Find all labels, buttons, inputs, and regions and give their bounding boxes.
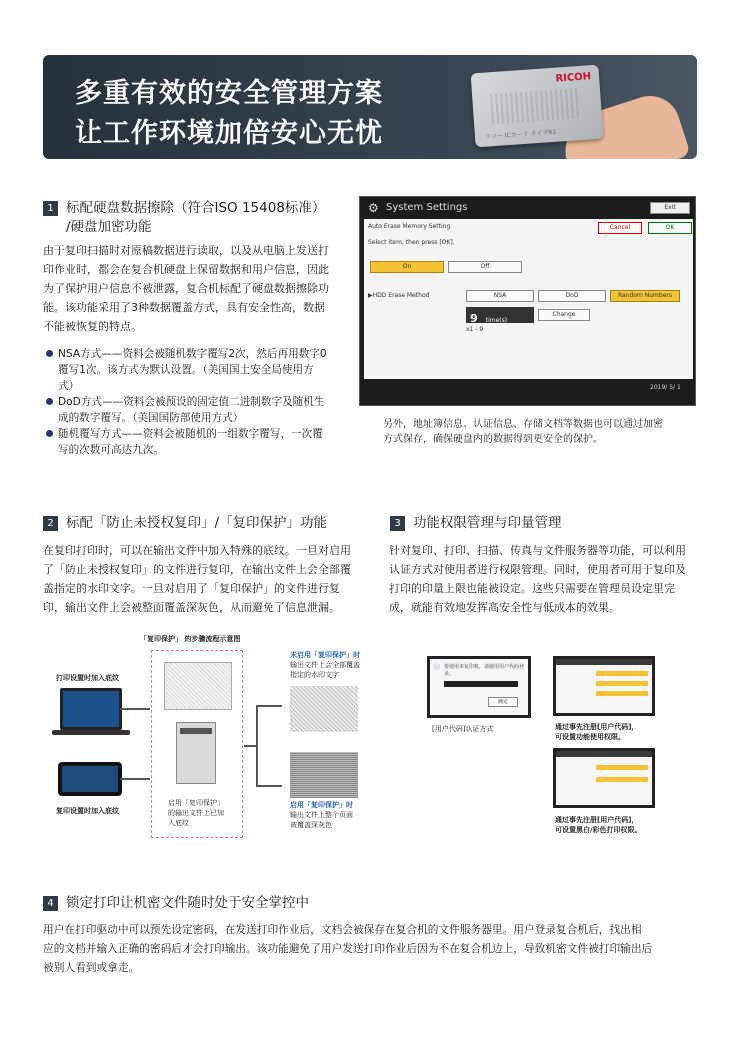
- ok-button[interactable]: OK: [648, 222, 692, 234]
- bullet-nsa: NSA方式——资料会被随机数字覆写2次，然后再用数字0 覆写1次。该方式为默认设置。（美国国土安全局使用方 式）: [58, 346, 353, 394]
- bullet-random: 随机覆写方式——资料会被随机的一组数字覆写，一次覆 写的次数可高达九次。: [58, 426, 353, 458]
- watermark-output-image: [290, 686, 358, 732]
- card-caption: リコー ICカード タイプR1: [484, 128, 557, 141]
- section1-title: 1 标配硬盘数据擦除（符合ISO 15408标准）: [43, 196, 325, 216]
- ic-card-image: [471, 65, 604, 148]
- color-permission-screen: [553, 748, 655, 808]
- nsa-button[interactable]: NSA: [466, 290, 534, 302]
- section1-paragraph: 由于复印扫描时对原稿数据进行读取，以及从电脑上发送打 印作业时，都会在复合机硬盘上保留数据和用户信息，因此 为了保护用户信息不被泄露，复合机标配了硬盘数据擦除功 能。该功能采用了3种数据覆盖方式，具有安全性高，数据 不能被恢复的特点。: [43, 244, 329, 333]
- info-icon: ⓘ: [434, 664, 441, 671]
- bullet-dod: DoD方式——资料会被预设的固定值二进制数字及随机生 成的数字覆写。（美国国防部使用方式）: [58, 394, 353, 426]
- bullet-list: [58, 346, 353, 458]
- dod-button[interactable]: DoD: [538, 290, 606, 302]
- dialog-ok-button[interactable]: 确定: [488, 697, 518, 707]
- random-numbers-button[interactable]: Random Numbers: [610, 290, 680, 302]
- section4-title: 4 锁定打印让机密文件随时处于安全掌控中: [43, 891, 309, 911]
- encryption-note: 另外，地址簿信息、认证信息、存储文档等数据也可以通过加密 方式保存，确保硬盘内的数据得到更安全的保护。: [383, 419, 663, 445]
- system-settings-screenshot: [359, 196, 696, 406]
- select-hint: Select item, then press [OK].: [368, 239, 455, 246]
- header-banner: [43, 55, 697, 159]
- on-button[interactable]: On: [370, 261, 444, 273]
- section3-title: 3 功能权限管理与印量管理: [390, 511, 562, 531]
- auto-erase-label: Auto Erase Memory Setting: [368, 223, 451, 230]
- exit-button[interactable]: Exit: [650, 202, 690, 214]
- function-permission-screen: [553, 656, 655, 716]
- mfp-label: 启用「复印保护」 的输出文件上已加 入底纹: [168, 799, 224, 827]
- date-readout: 2019/ 5/ 1: [650, 384, 681, 391]
- bottom-output-label: 启用「复印保护」时 输出文件上整个页面 被覆盖深灰色: [290, 801, 353, 829]
- change-button[interactable]: Change: [538, 309, 590, 321]
- gray-output-image: [290, 752, 358, 798]
- laptop-image: [60, 688, 122, 730]
- gear-icon: ⚙: [368, 201, 379, 215]
- section2-title: 2 标配「防止未授权复印」/「复印保护」功能: [43, 511, 327, 531]
- card-brand: RICOH: [555, 71, 592, 85]
- off-button[interactable]: Off: [448, 261, 522, 273]
- caption-color-permission: 通过事先注册[用户代码]， 可设置黑白/彩色打印权限。: [555, 816, 642, 834]
- range-label: x1 - 9: [466, 326, 484, 333]
- section4-paragraph: 用户在打印驱动中可以预先设定密码，在发送打印作业后，文档会被保存在复合机的文件服务器里。用户登录复合机后，找出相 应的文档并输入正确的密码后才会打印输出。该功能避免了用户发送打印作业后因为不在复合机边上，导致机密文件被打印输出后 被别人看到或拿走。: [43, 923, 653, 974]
- banner-title-2: 让工作环境加倍安心无忧: [75, 118, 383, 149]
- screen-title: System Settings: [386, 202, 468, 213]
- user-code-dialog: ⓘ 要使用本复印机，请使用用户代码登录。 确定: [427, 656, 531, 718]
- cancel-button[interactable]: Cancel: [598, 222, 642, 234]
- copy-setting-label: 复印设置时加入底纹: [56, 807, 119, 815]
- times-field[interactable]: 9 time(s): [466, 307, 534, 323]
- caption-function-permission: 通过事先注册[用户代码]， 可设置功能使用权限。: [555, 723, 639, 741]
- print-setting-label: 打印设置时加入底纹: [56, 674, 119, 682]
- panel-image: [58, 762, 122, 796]
- banner-title-1: 多重有效的安全管理方案: [75, 78, 383, 109]
- user-code-label: [用户代码]认证方式: [432, 725, 494, 733]
- top-output-label: 未启用「复印保护」时 输出文件上会全部覆盖 指定的水印文字: [290, 651, 360, 679]
- hdd-erase-method-label: ▶HDD Erase Method: [368, 292, 430, 299]
- diagram-title: 「复印保护」 的步骤流程示意图: [140, 635, 241, 643]
- section1-title-2: /硬盘加密功能: [66, 219, 152, 235]
- section3-paragraph: 针对复印、打印、扫描、传真与文件服务器等功能，可以利用 认证方式对使用者进行权限管理。同时，使用者可用于复印及 打印的印量上限也能被设定。这些只需要在管理员设定里完 成，就能有效地发挥高安全性与低成本的效果。: [389, 544, 686, 614]
- section2-paragraph: 在复印打印时，可以在输出文件中加入特殊的底纹。一旦对启用 了「防止未授权复印」的文件进行复印，在输出文件上会全部覆 盖指定的水印文字。一旦对启用了「复印保护」的文件进行复 印，输出文件上会被整面覆盖深灰色，从而避免了信息泄漏。: [43, 544, 351, 614]
